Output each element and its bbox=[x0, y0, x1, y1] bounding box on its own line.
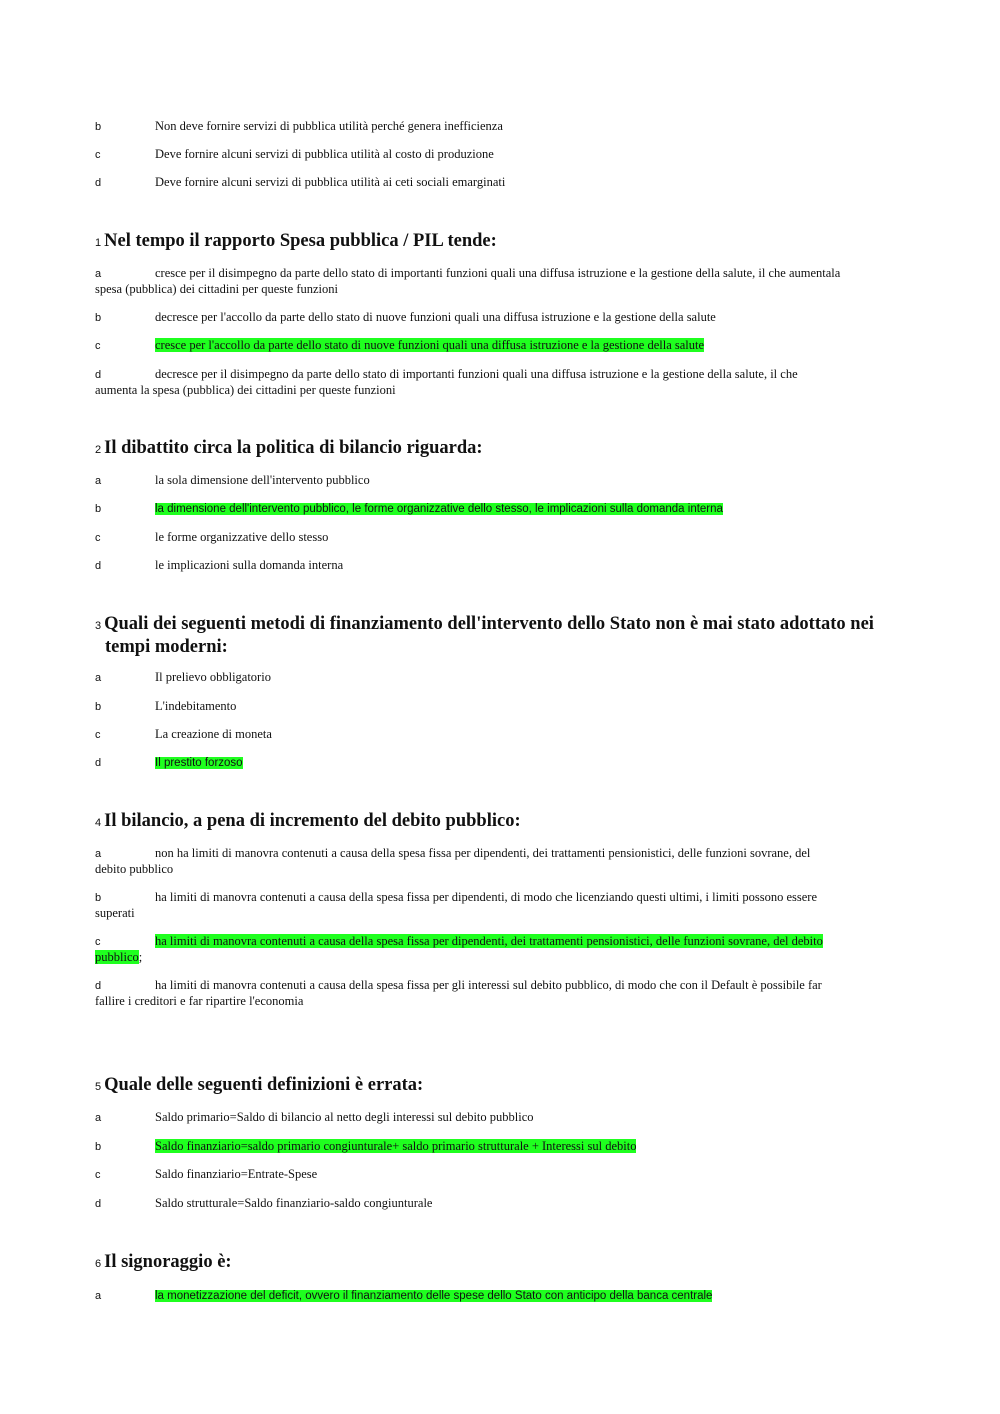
option-letter: b bbox=[95, 121, 102, 133]
question-5-option-d bbox=[95, 1196, 895, 1212]
question-number: 2 bbox=[95, 444, 102, 456]
correct-answer-highlight: Saldo finanziario=saldo primario congiunturale+ saldo primario strutturale + Interessi sul debito bbox=[155, 1139, 637, 1153]
question-1-option-d bbox=[95, 367, 895, 398]
question-3-option-c bbox=[95, 727, 895, 743]
question-text: Quale delle seguenti definizioni è errata: bbox=[104, 1075, 424, 1095]
question-number: 4 bbox=[95, 817, 102, 829]
question-text: Il dibattito circa la politica di bilancio riguarda: bbox=[104, 438, 483, 458]
question-1-option-a bbox=[95, 266, 895, 297]
option-text-cont: superati bbox=[95, 906, 135, 920]
option-text-cont: fallire i creditori e far ripartire l'economia bbox=[95, 994, 304, 1008]
option-letter: b bbox=[95, 1141, 102, 1153]
question-4-title bbox=[95, 811, 895, 834]
option-text: Saldo strutturale=Saldo finanziario-saldo congiunturale bbox=[155, 1196, 433, 1210]
question-text-cont: tempi moderni: bbox=[105, 637, 228, 657]
question-6-title bbox=[95, 1252, 895, 1275]
correct-answer-highlight: Il prestito forzoso bbox=[155, 757, 243, 769]
option-text: non ha limiti di manovra contenuti a causa della spesa fissa per dipendenti, dei trattamenti pensionistici, delle funzioni sovrane, del bbox=[155, 846, 811, 860]
question-1-title bbox=[95, 231, 895, 254]
option-text: Il prelievo obbligatorio bbox=[155, 670, 271, 684]
option-letter: a bbox=[95, 268, 102, 280]
question-3-option-d bbox=[95, 755, 895, 771]
option-text-cont: aumenta la spesa (pubblica) dei cittadini per queste funzioni bbox=[95, 383, 396, 397]
option-letter: a bbox=[95, 1290, 102, 1302]
option-text: Deve fornire alcuni servizi di pubblica utilità al costo di produzione bbox=[155, 147, 494, 161]
option-letter: a bbox=[95, 672, 102, 684]
question-4-option-a bbox=[95, 846, 895, 877]
question-5-title bbox=[95, 1075, 895, 1098]
option-text: ha limiti di manovra contenuti a causa della spesa fissa per dipendenti, di modo che licenziando questi ultimi, i limiti possono essere bbox=[155, 890, 817, 904]
option-text-tail: ; bbox=[138, 950, 143, 964]
option-text-cont: debito pubblico bbox=[95, 862, 174, 876]
question-5-option-a bbox=[95, 1110, 895, 1126]
question-2-option-b bbox=[95, 501, 895, 517]
option-letter: d bbox=[95, 757, 102, 769]
question-6-option-a bbox=[95, 1288, 895, 1304]
option-letter: b bbox=[95, 503, 102, 515]
option-letter: d bbox=[95, 369, 102, 381]
question-5-option-c bbox=[95, 1167, 895, 1183]
question-2-option-d bbox=[95, 558, 895, 574]
option-text-cont: spesa (pubblica) dei cittadini per queste funzioni bbox=[95, 282, 338, 296]
question-4-option-d bbox=[95, 978, 895, 1009]
option-text: le implicazioni sulla domanda interna bbox=[155, 558, 344, 572]
option-letter: c bbox=[95, 340, 101, 352]
option-text: le forme organizzative dello stesso bbox=[155, 530, 329, 544]
question-3-option-a bbox=[95, 670, 895, 686]
question-text: Quali dei seguenti metodi di finanziamento dell'intervento dello Stato non è mai stato adottato nei bbox=[104, 614, 874, 634]
question-2-title bbox=[95, 438, 895, 461]
option-text: la sola dimensione dell'intervento pubblico bbox=[155, 473, 370, 487]
question-3-option-b bbox=[95, 699, 895, 715]
correct-answer-highlight: cresce per l'accollo da parte dello stato di nuove funzioni quali una diffusa istruzione e la gestione della salute bbox=[155, 338, 705, 352]
correct-answer-highlight: la dimensione dell'intervento pubblico, le forme organizzative dello stesso, le implicazioni sulla domanda interna bbox=[155, 503, 723, 515]
option-text: ha limiti di manovra contenuti a causa della spesa fissa per gli interessi sul debito pubblico, di modo che con il Default è possibile far bbox=[155, 978, 822, 992]
question-number: 3 bbox=[95, 620, 102, 632]
option-letter: c bbox=[95, 729, 101, 741]
correct-answer-highlight: la monetizzazione del deficit, ovvero il finanziamento delle spese dello Stato con anticipo della banca centrale bbox=[155, 1290, 713, 1302]
option-letter: a bbox=[95, 848, 102, 860]
option-text: Non deve fornire servizi di pubblica utilità perché genera inefficienza bbox=[155, 119, 503, 133]
option-text: cresce per il disimpegno da parte dello stato di importanti funzioni quali una diffusa istruzione e la gestione della salute, il che aumentala bbox=[155, 266, 841, 280]
correct-answer-highlight: ha limiti di manovra contenuti a causa della spesa fissa per dipendenti, dei trattamenti pensionistici, delle funzioni sovrane, del debito bbox=[155, 934, 823, 948]
option-d bbox=[95, 175, 895, 191]
option-letter: b bbox=[95, 892, 102, 904]
option-letter: b bbox=[95, 701, 102, 713]
option-letter: c bbox=[95, 532, 101, 544]
option-letter: c bbox=[95, 936, 101, 948]
option-letter: c bbox=[95, 149, 101, 161]
option-letter: a bbox=[95, 475, 102, 487]
option-text: decresce per il disimpegno da parte dello stato di importanti funzioni quali una diffusa istruzione e la gestione della salute, il che bbox=[155, 367, 798, 381]
question-5-option-b bbox=[95, 1139, 895, 1155]
option-letter: c bbox=[95, 1169, 101, 1181]
option-text: Deve fornire alcuni servizi di pubblica utilità ai ceti sociali emarginati bbox=[155, 175, 506, 189]
question-4-option-c bbox=[95, 934, 895, 965]
question-number: 1 bbox=[95, 237, 102, 249]
option-text: La creazione di moneta bbox=[155, 727, 272, 741]
question-number: 6 bbox=[95, 1258, 102, 1270]
option-letter: d bbox=[95, 1198, 102, 1210]
question-text: Il signoraggio è: bbox=[104, 1252, 232, 1272]
option-text: Saldo finanziario=Entrate-Spese bbox=[155, 1167, 318, 1181]
question-2-option-a bbox=[95, 473, 895, 489]
option-letter: d bbox=[95, 980, 102, 992]
option-text: Saldo primario=Saldo di bilancio al netto degli interessi sul debito pubblico bbox=[155, 1110, 534, 1124]
option-letter: d bbox=[95, 560, 102, 572]
question-3-title bbox=[95, 614, 895, 658]
option-c bbox=[95, 147, 895, 163]
question-text: Il bilancio, a pena di incremento del debito pubblico: bbox=[104, 811, 521, 831]
option-text: decresce per l'accollo da parte dello stato di nuove funzioni quali una diffusa istruzione e la gestione della salute bbox=[155, 310, 716, 324]
option-b bbox=[95, 119, 895, 135]
question-1-option-c bbox=[95, 338, 895, 354]
option-letter: a bbox=[95, 1112, 102, 1124]
option-letter: d bbox=[95, 177, 102, 189]
question-1-option-b bbox=[95, 310, 895, 326]
correct-answer-highlight-cont: pubblico bbox=[95, 950, 139, 964]
option-text: L'indebitamento bbox=[155, 699, 237, 713]
option-letter: b bbox=[95, 312, 102, 324]
question-text: Nel tempo il rapporto Spesa pubblica / PIL tende: bbox=[104, 231, 497, 251]
question-4-option-b bbox=[95, 890, 895, 921]
question-2-option-c bbox=[95, 530, 895, 546]
question-number: 5 bbox=[95, 1081, 102, 1093]
